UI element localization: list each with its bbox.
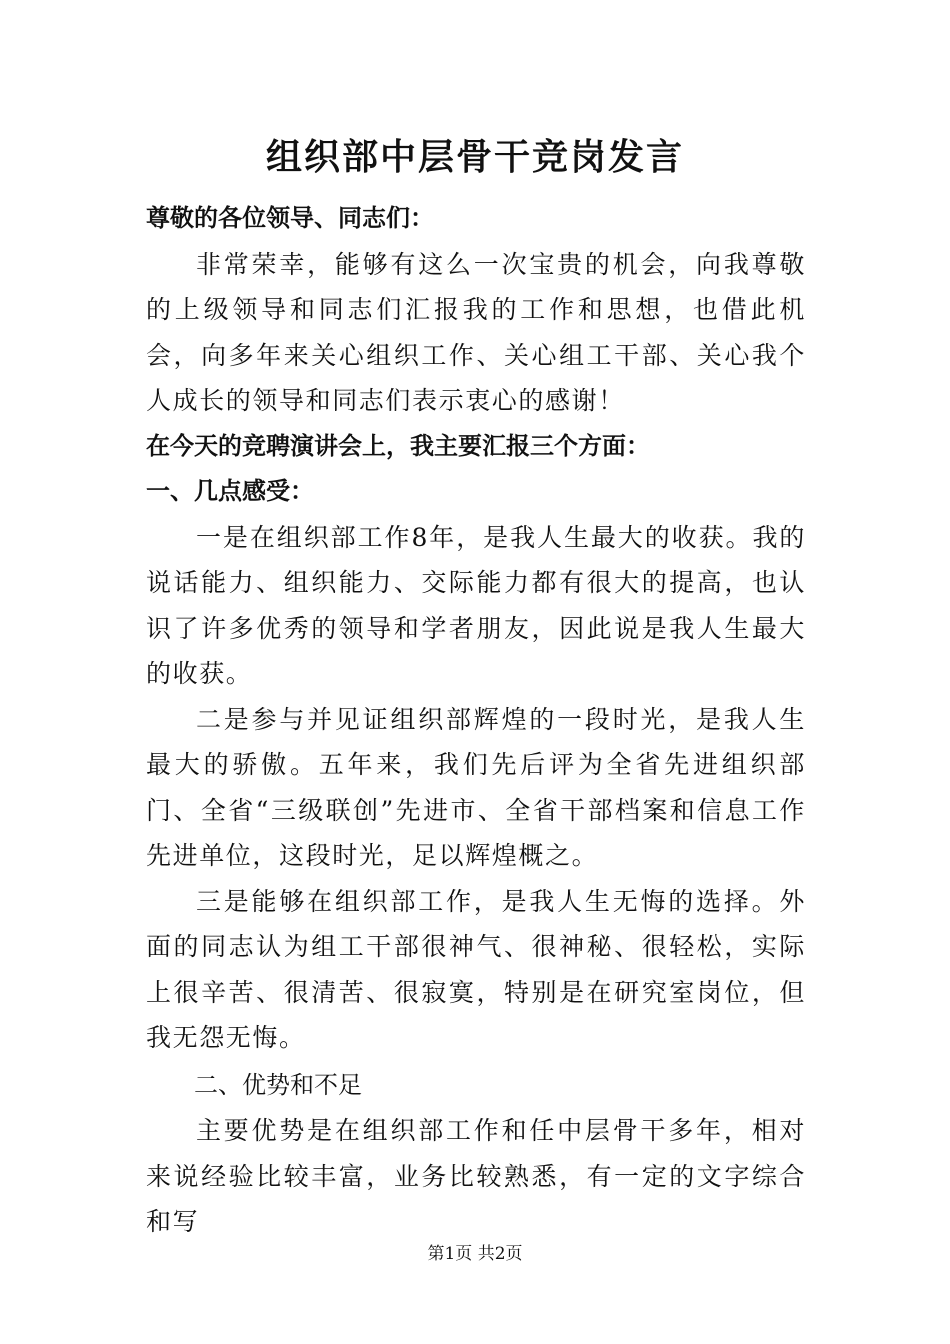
section1-paragraph-1: 一是在组织部工作8年，是我人生最大的收获。我的说话能力、组织能力、交际能力都有很大的提高，也认识了许多优秀的领导和学者朋友，因此说是我人生最大的收获。 [146,522,806,688]
section1-heading: 一、几点感受： [146,477,314,505]
section1-paragraph-2: 二是参与并见证组织部辉煌的一段时光，是我人生最大的骄傲。五年来，我们先后评为全省先进组织部门、全省“三级联创”先进市、全省干部档案和信息工作先进单位，这段时光，足以辉煌概之。 [146,704,806,870]
document-body [146,196,806,1245]
document-title: 组织部中层骨干竞岗发言 [265,137,684,178]
intro-paragraph: 非常荣幸，能够有这么一次宝贵的机会，向我尊敬的上级领导和同志们汇报我的工作和思想，也借此机会，向多年来关心组织工作、关心组工干部、关心我个人成长的领导和同志们表示衷心的感谢！ [146,249,806,415]
salutation: 尊敬的各位领导、同志们： [146,204,434,232]
section1-paragraph-3: 三是能够在组织部工作，是我人生无悔的选择。外面的同志认为组工干部很神气、很神秘、很轻松，实际上很辛苦、很清苦、很寂寞，特别是在研究室岗位，但我无怨无悔。 [146,886,806,1052]
section2-paragraph-1: 主要优势是在组织部工作和任中层骨干多年，相对来说经验比较丰富，业务比较熟悉，有一定的文字综合和写 [146,1116,806,1236]
overview-line: 在今天的竞聘演讲会上，我主要汇报三个方面： [146,431,650,460]
section2-heading: 二、优势和不足 [194,1070,362,1099]
page-footer: 第1页 共2页 [427,1244,523,1264]
